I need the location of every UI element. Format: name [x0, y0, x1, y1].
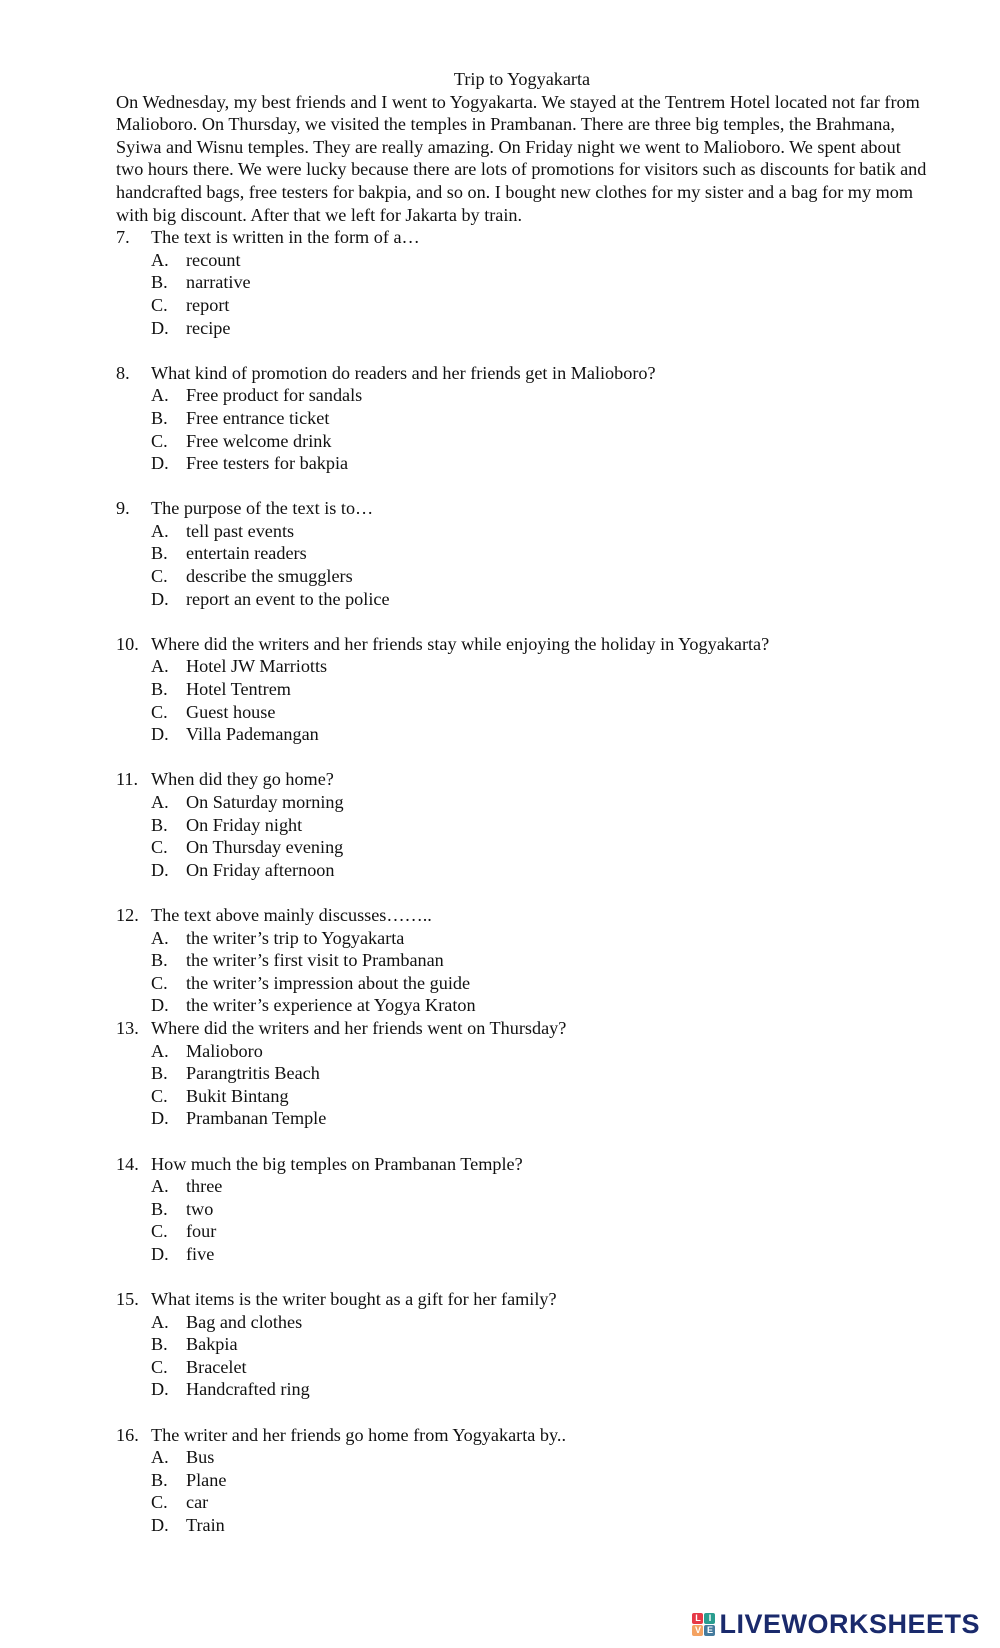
- option-letter: C.: [151, 430, 168, 451]
- answer-option: [116, 972, 928, 995]
- option-letter: A.: [151, 520, 169, 541]
- option-text: Parangtritis Beach: [186, 1063, 320, 1084]
- answer-option: [116, 1198, 928, 1221]
- option-text: recipe: [186, 317, 231, 338]
- option-text: Hotel JW Marriotts: [186, 656, 328, 677]
- question-text: The purpose of the text is to…: [151, 498, 374, 519]
- answer-option: [116, 678, 928, 701]
- option-letter: D.: [151, 995, 169, 1016]
- option-text: Train: [186, 1515, 225, 1535]
- answer-option: [116, 1311, 928, 1334]
- option-text: On Friday night: [186, 814, 303, 835]
- question-line: [116, 226, 928, 249]
- answer-option: [116, 994, 928, 1017]
- answer-option: [116, 271, 928, 294]
- option-letter: C.: [151, 294, 168, 315]
- answer-option: [116, 1107, 928, 1130]
- question-line: [116, 1153, 928, 1176]
- question-line: [116, 633, 928, 656]
- answer-option: [116, 1446, 928, 1469]
- option-text: four: [186, 1221, 217, 1242]
- answer-option: [116, 1469, 928, 1492]
- question-number: 15.: [116, 1289, 139, 1310]
- brand-name: LIVEWORKSHEETS: [719, 1609, 980, 1639]
- question-number: 9.: [116, 498, 130, 519]
- option-letter: D.: [151, 724, 169, 745]
- answer-option: [116, 1356, 928, 1379]
- option-letter: A.: [151, 792, 169, 812]
- answer-option: [116, 407, 928, 430]
- option-letter: D.: [151, 1108, 169, 1129]
- document-title: Trip to Yogyakarta: [453, 69, 591, 89]
- question-item: [116, 1017, 928, 1130]
- option-text: Bag and clothes: [186, 1311, 303, 1332]
- question-number: 11.: [116, 769, 139, 790]
- answer-option: [116, 1040, 928, 1063]
- option-text: Bus: [186, 1447, 215, 1468]
- option-text: On Saturday morning: [186, 792, 344, 812]
- option-letter: D.: [151, 317, 169, 338]
- question-item: [116, 497, 928, 610]
- option-text: Free product for sandals: [186, 385, 363, 406]
- option-text: Bukit Bintang: [186, 1085, 289, 1106]
- option-letter: B.: [151, 543, 168, 564]
- option-text: tell past events: [186, 520, 295, 541]
- answer-option: [116, 317, 928, 340]
- option-letter: D.: [151, 1379, 169, 1400]
- question-text: The text is written in the form of a…: [151, 227, 420, 248]
- option-text: recount: [186, 249, 241, 270]
- answer-option: [116, 1514, 928, 1537]
- option-letter: D.: [151, 1243, 169, 1264]
- answer-option: [116, 588, 928, 611]
- question-item: [116, 1424, 928, 1537]
- question-text: Where did the writers and her friends went on Thursday?: [151, 1017, 567, 1038]
- option-letter: D.: [151, 453, 169, 474]
- answer-option: [116, 927, 928, 950]
- option-letter: A.: [151, 385, 169, 406]
- option-text: Free testers for bakpia: [186, 453, 349, 474]
- option-text: the writer’s first visit to Prambanan: [186, 950, 444, 971]
- question-text: When did they go home?: [151, 769, 334, 790]
- option-text: the writer’s impression about the guide: [186, 972, 471, 993]
- answer-option: [116, 249, 928, 272]
- question-item: [116, 1153, 928, 1266]
- question-item: [116, 362, 928, 475]
- option-text: describe the smugglers: [186, 566, 353, 587]
- worksheet-page: [116, 68, 928, 1537]
- question-text: The text above mainly discusses……..: [151, 904, 432, 925]
- answer-option: [116, 949, 928, 972]
- option-letter: A.: [151, 927, 169, 948]
- answer-option: [116, 1333, 928, 1356]
- question-number: 16.: [116, 1424, 139, 1445]
- option-text: On Thursday evening: [186, 837, 344, 858]
- logo-tile: E: [704, 1625, 715, 1636]
- question-text: How much the big temples on Prambanan Temple?: [151, 1153, 523, 1174]
- answer-option: [116, 452, 928, 475]
- question-list: [116, 226, 928, 1536]
- answer-option: [116, 723, 928, 746]
- option-letter: C.: [151, 1356, 168, 1377]
- liveworksheets-logo-icon: [692, 1613, 715, 1636]
- option-letter: D.: [151, 859, 169, 880]
- option-letter: A.: [151, 1040, 169, 1061]
- option-letter: C.: [151, 837, 168, 858]
- option-text: report: [186, 294, 230, 315]
- question-number: 7.: [116, 227, 130, 248]
- option-letter: B.: [151, 814, 168, 835]
- answer-option: [116, 1220, 928, 1243]
- question-line: [116, 904, 928, 927]
- option-text: the writer’s trip to Yogyakarta: [186, 927, 405, 948]
- question-text: Where did the writers and her friends stay while enjoying the holiday in Yogyakarta?: [151, 633, 770, 654]
- answer-option: [116, 1378, 928, 1401]
- option-text: Hotel Tentrem: [186, 679, 291, 700]
- question-line: [116, 1017, 928, 1040]
- answer-option: [116, 1243, 928, 1266]
- option-letter: A.: [151, 1176, 169, 1197]
- question-text: What items is the writer bought as a gift for her family?: [151, 1289, 557, 1310]
- answer-option: [116, 814, 928, 837]
- reading-passage: On Wednesday, my best friends and I went to Yogyakarta. We stayed at the Tentrem Hotel located not far from Malioboro. On Thursday, we visited the temples in Prambanan. There are three big temples, the Brahmana, Syiwa and Wisnu temples. They are really amazing. On Friday night we went to Malioboro. We spent about two hours there. We were lucky because there are lots of promotions for visitors such as discounts for batik and handcrafted bags, free testers for bakpia, and so on. I bought new clothes for my sister and a bag for my mom with big discount. After that we left for Jakarta by train.: [116, 91, 927, 225]
- option-text: Free entrance ticket: [186, 407, 330, 428]
- answer-option: [116, 701, 928, 724]
- option-text: five: [186, 1243, 215, 1264]
- answer-option: [116, 836, 928, 859]
- question-number: 8.: [116, 362, 130, 383]
- option-letter: C.: [151, 1085, 168, 1106]
- option-letter: B.: [151, 272, 168, 293]
- question-line: [116, 768, 928, 791]
- option-letter: C.: [151, 1492, 168, 1513]
- option-text: Handcrafted ring: [186, 1379, 310, 1400]
- option-text: car: [186, 1492, 209, 1513]
- option-text: Prambanan Temple: [186, 1108, 327, 1129]
- option-text: Bracelet: [186, 1356, 247, 1377]
- question-item: [116, 768, 928, 881]
- answer-option: [116, 1085, 928, 1108]
- option-letter: B.: [151, 1334, 168, 1355]
- option-letter: D.: [151, 1515, 169, 1535]
- option-text: Free welcome drink: [186, 430, 332, 451]
- option-letter: D.: [151, 588, 169, 609]
- answer-option: [116, 1175, 928, 1198]
- option-text: Bakpia: [186, 1334, 238, 1355]
- question-text: The writer and her friends go home from Yogyakarta by..: [151, 1424, 566, 1445]
- question-number: 10.: [116, 633, 139, 654]
- answer-option: [116, 294, 928, 317]
- option-text: the writer’s experience at Yogya Kraton: [186, 995, 476, 1016]
- answer-option: [116, 1062, 928, 1085]
- answer-option: [116, 384, 928, 407]
- answer-option: [116, 655, 928, 678]
- option-text: entertain readers: [186, 543, 307, 564]
- option-letter: C.: [151, 566, 168, 587]
- answer-option: [116, 542, 928, 565]
- question-item: [116, 904, 928, 1017]
- option-letter: B.: [151, 1063, 168, 1084]
- question-line: [116, 497, 928, 520]
- option-letter: C.: [151, 972, 168, 993]
- answer-option: [116, 791, 928, 814]
- answer-option: [116, 565, 928, 588]
- option-letter: A.: [151, 249, 169, 270]
- option-text: three: [186, 1176, 223, 1197]
- logo-tile: L: [692, 1613, 703, 1624]
- question-text: What kind of promotion do readers and her friends get in Malioboro?: [151, 362, 656, 383]
- option-text: Malioboro: [186, 1040, 263, 1061]
- question-item: [116, 633, 928, 746]
- option-letter: B.: [151, 407, 168, 428]
- option-letter: C.: [151, 1221, 168, 1242]
- question-line: [116, 362, 928, 385]
- answer-option: [116, 520, 928, 543]
- answer-option: [116, 1491, 928, 1514]
- option-letter: B.: [151, 1198, 168, 1219]
- option-text: On Friday afternoon: [186, 859, 335, 880]
- question-line: [116, 1424, 928, 1447]
- question-number: 14.: [116, 1153, 139, 1174]
- option-letter: B.: [151, 950, 168, 971]
- option-letter: C.: [151, 701, 168, 722]
- option-letter: A.: [151, 1447, 169, 1468]
- option-text: Villa Pademangan: [186, 724, 319, 745]
- logo-tile: V: [692, 1625, 703, 1636]
- answer-option: [116, 430, 928, 453]
- liveworksheets-brand: [692, 1609, 980, 1640]
- option-text: two: [186, 1198, 214, 1219]
- question-line: [116, 1288, 928, 1311]
- option-letter: A.: [151, 656, 169, 677]
- option-text: Plane: [186, 1469, 227, 1490]
- question-number: 12.: [116, 904, 139, 925]
- option-letter: A.: [151, 1311, 169, 1332]
- option-letter: B.: [151, 679, 168, 700]
- option-text: Guest house: [186, 701, 276, 722]
- option-letter: B.: [151, 1469, 168, 1490]
- option-text: narrative: [186, 272, 251, 293]
- question-number: 13.: [116, 1017, 139, 1038]
- question-item: [116, 226, 928, 339]
- option-text: report an event to the police: [186, 588, 390, 609]
- logo-tile: I: [704, 1613, 715, 1624]
- answer-option: [116, 859, 928, 882]
- question-item: [116, 1288, 928, 1401]
